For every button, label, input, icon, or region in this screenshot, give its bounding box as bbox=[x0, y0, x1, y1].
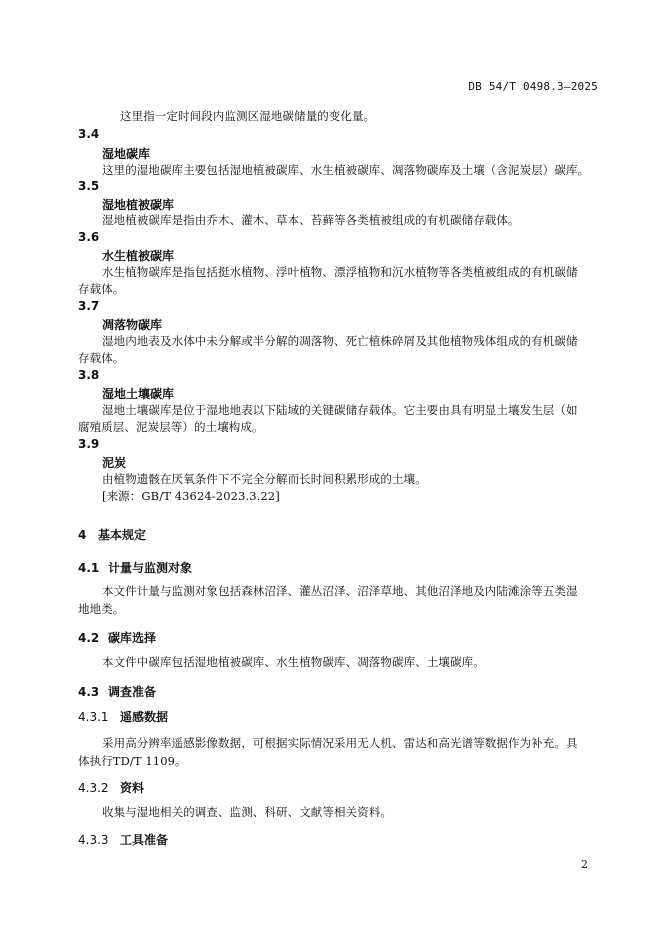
subsubsection-number: 4.3.3 bbox=[78, 833, 109, 847]
page-number: 2 bbox=[581, 858, 588, 871]
section-number: 4 bbox=[78, 528, 87, 542]
term-name: 凋落物碳库 bbox=[102, 318, 163, 332]
subsection-number: 4.2 bbox=[78, 631, 100, 645]
subsection-heading bbox=[78, 629, 156, 646]
subsubsection-text: 采用高分辨率遥感影像数据，可根据实际情况采用无人机、雷达和高光谱等数据作为补充。具体执行TD/T 1109。 bbox=[78, 736, 578, 768]
term-definition: 由植物遗骸在厌氧条件下不完全分解而长时间积累形成的土壤。 bbox=[102, 472, 427, 486]
term-source: [来源：GB/T 43624-2023.3.22] bbox=[102, 489, 280, 503]
subsubsection-title: 遥感数据 bbox=[120, 710, 169, 724]
subsubsection-number: 4.3.2 bbox=[78, 781, 109, 795]
term-number: 3.8 bbox=[78, 368, 100, 382]
subsection-number: 4.1 bbox=[78, 561, 100, 575]
section-title: 基本规定 bbox=[98, 528, 147, 542]
subsubsection-heading bbox=[78, 708, 168, 725]
term-definition: 水生植物碳库是指包括挺水植物、浮叶植物、漂浮植物和沉水植物等各类植被组成的有机碳储存载体。 bbox=[78, 265, 578, 296]
term-definition: 湿地植被碳库是指由乔木、灌木、草本、苔藓等各类植被组成的有机碳储存载体。 bbox=[102, 213, 520, 227]
term-definition: 湿地内地表及水体中未分解或半分解的凋落物、死亡植株碎屑及其他植物残体组成的有机碳储存载体。 bbox=[78, 334, 578, 365]
subsection-title: 碳库选择 bbox=[108, 631, 157, 645]
term-definition: 湿地土壤碳库是位于湿地地表以下陆域的关键碳储存载体。它主要由具有明显土壤发生层（如腐殖质层、泥炭层等）的土壤构成。 bbox=[78, 403, 578, 434]
term-definition: 这里的湿地碳库主要包括湿地植被碳库、水生植被碳库、凋落物碳库及土壤（含泥炭层）碳库。 bbox=[102, 163, 590, 177]
subsection-text: 本文件中碳库包括湿地植被碳库、水生植物碳库、凋落物碳库、土壤碳库。 bbox=[102, 655, 485, 669]
term-name: 湿地植被碳库 bbox=[102, 198, 175, 212]
term-number: 3.5 bbox=[78, 179, 100, 193]
subsection-title: 调查准备 bbox=[108, 685, 157, 699]
document-id: DB 54/T 0498.3—2025 bbox=[468, 80, 598, 93]
subsection-text: 本文件计量与监测对象包括森林沼泽、灌丛沼泽、沼泽草地、其他沼泽地及内陆滩涂等五类湿地地类。 bbox=[78, 584, 578, 616]
subsection-number: 4.3 bbox=[78, 685, 100, 699]
term-name: 泥炭 bbox=[102, 456, 127, 470]
term-number: 3.4 bbox=[78, 127, 100, 141]
term-number: 3.9 bbox=[78, 437, 100, 451]
subsubsection-title: 工具准备 bbox=[120, 833, 169, 847]
term-number: 3.7 bbox=[78, 299, 100, 313]
subsection-title: 计量与监测对象 bbox=[108, 561, 193, 575]
subsubsection-text: 收集与湿地相关的调查、监测、科研、文献等相关资料。 bbox=[102, 805, 392, 819]
term-name: 湿地土壤碳库 bbox=[102, 387, 175, 401]
term-number: 3.6 bbox=[78, 230, 100, 244]
subsection-heading bbox=[78, 683, 156, 700]
section-heading bbox=[78, 526, 146, 543]
subsubsection-title: 资料 bbox=[120, 781, 145, 795]
subsection-heading bbox=[78, 559, 192, 576]
intro-text: 这里指一定时间段内监测区湿地碳储量的变化量。 bbox=[120, 109, 376, 123]
term-name: 水生植被碳库 bbox=[102, 249, 175, 263]
subsubsection-heading bbox=[78, 831, 168, 848]
subsubsection-heading bbox=[78, 779, 144, 796]
subsubsection-number: 4.3.1 bbox=[78, 710, 109, 724]
term-name: 湿地碳库 bbox=[102, 147, 151, 161]
